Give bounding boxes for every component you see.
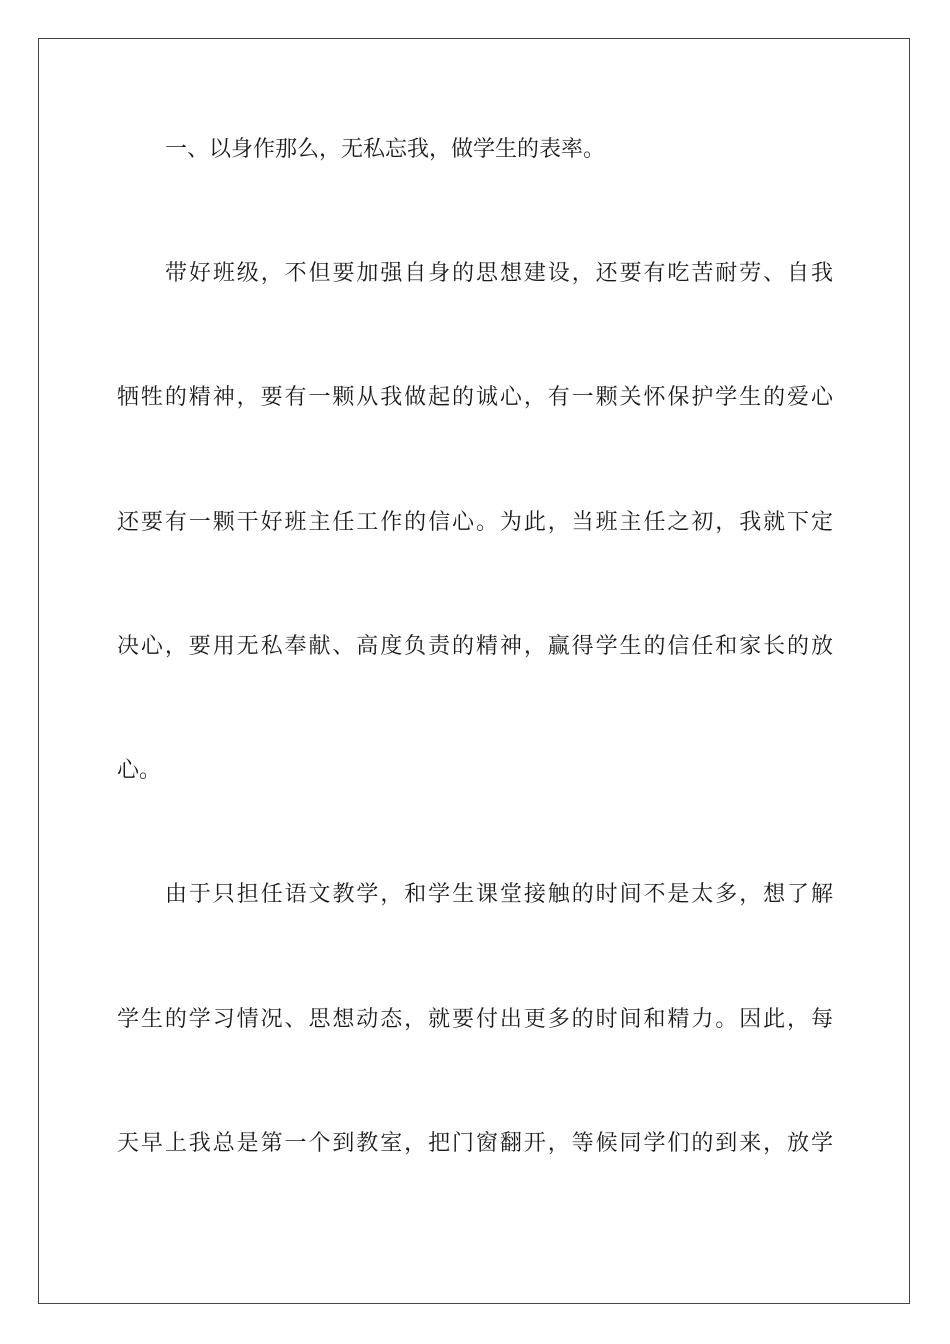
paragraph-line: 牺牲的精神，要有一颗从我做起的诚心，有一颗关怀保护学生的爱心: [117, 385, 833, 410]
paragraph-line: 决心，要用无私奉献、高度负责的精神，赢得学生的信任和家长的放: [117, 634, 833, 659]
paragraph-line: 还要有一颗干好班主任工作的信心。为此，当班主任之初，我就下定: [117, 510, 833, 535]
paragraph-line: 学生的学习情况、思想动态，就要付出更多的时间和精力。因此，每: [117, 1007, 833, 1032]
paragraph-line: 心。: [117, 758, 162, 783]
paragraph-line: 一、以身作那么，无私忘我，做学生的表率。: [165, 137, 606, 162]
paragraph-line: 天早上我总是第一个到教室，把门窗翻开，等候同学们的到来，放学: [117, 1131, 833, 1156]
paragraph-line: 由于只担任语文教学，和学生课堂接触的时间不是太多，想了解: [165, 882, 833, 907]
page-frame: [38, 38, 910, 1304]
paragraph-line: 带好班级，不但要加强自身的思想建设，还要有吃苦耐劳、自我: [165, 261, 833, 286]
